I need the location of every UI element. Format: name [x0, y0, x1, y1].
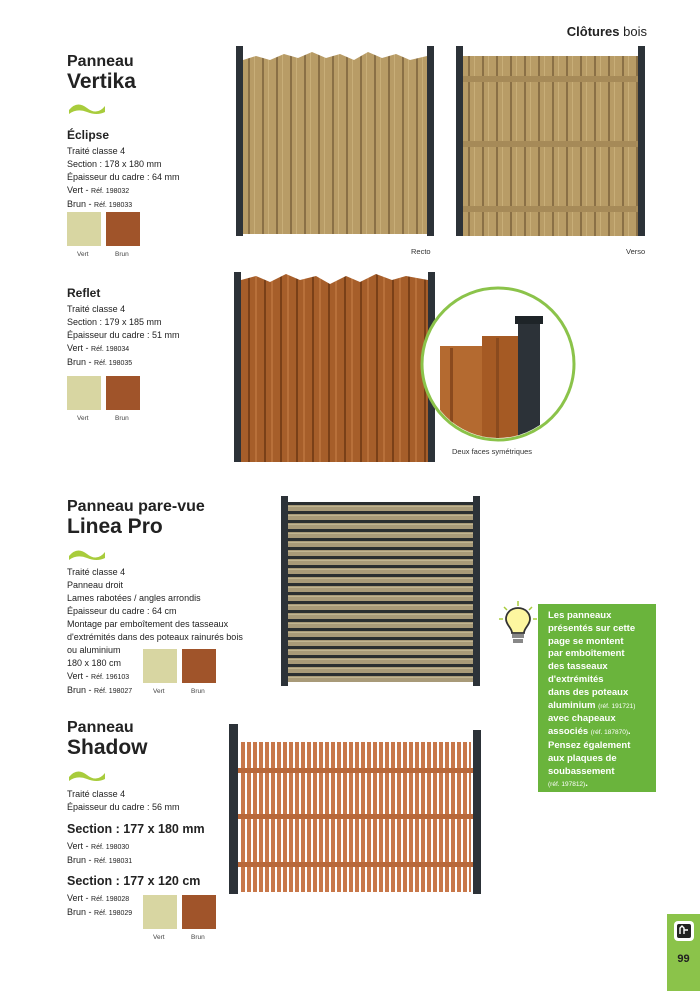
- reflet-image: [234, 270, 436, 464]
- caption-recto: Recto: [411, 247, 431, 256]
- shadow-size1-title: Section : 177 x 180 mm: [67, 822, 205, 836]
- wave-icon: [67, 767, 107, 783]
- shadow-size2-title: Section : 177 x 120 cm: [67, 874, 201, 888]
- swatch-vert: [67, 376, 101, 410]
- swatch-vert: [143, 649, 177, 683]
- wave-icon: [67, 100, 107, 116]
- swatch-label: Vert: [77, 415, 89, 422]
- swatch-brun: [182, 895, 216, 929]
- eclipse-recto-image: [236, 44, 434, 238]
- caption-symmetric: Deux faces symétriques: [452, 447, 533, 456]
- swatch-label: Brun: [191, 934, 205, 941]
- linea-image: [281, 496, 481, 688]
- swatch-label: Brun: [191, 688, 205, 695]
- linea-title: Linea Pro: [67, 515, 163, 538]
- linea-specs: Traité classe 4 Panneau droit Lames rabotées / angles arrondis Épaisseur du cadre : 64 cm Montage par emboîtement des tasseaux d'extrémités dans des poteaux rainurés bois ou aluminium 180 x 180 cm Vert - Réf. 196103 Brun - Réf. 198027: [67, 567, 243, 695]
- shadow-size1-refs: Vert - Réf. 198030 Brun - Réf. 198031: [67, 841, 133, 865]
- linea-title-line1: Panneau pare-vue: [67, 498, 205, 515]
- swatch-brun: [106, 212, 140, 246]
- swatch-label: Brun: [115, 415, 129, 422]
- vertika-title: Vertika: [67, 70, 136, 93]
- eclipse-title: Éclipse: [67, 128, 110, 142]
- swatch-vert: [143, 895, 177, 929]
- swatch-label: Brun: [115, 251, 129, 258]
- shadow-specs: Traité classe 4 Épaisseur du cadre : 56 mm: [67, 789, 180, 812]
- shadow-title: Shadow: [67, 736, 148, 759]
- caption-verso: Verso: [626, 247, 646, 256]
- section-header: Clôtures bois: [566, 24, 647, 39]
- swatch-brun: [182, 649, 216, 683]
- swatch-label: Vert: [77, 251, 89, 258]
- fence-category-icon: [673, 920, 695, 942]
- shadow-image: [229, 724, 483, 896]
- swatch-vert: [67, 212, 101, 246]
- page-number: 99: [677, 953, 690, 965]
- vertika-title-line1: Panneau: [67, 53, 134, 70]
- reflet-specs: Traité classe 4 Section : 179 x 185 mm Épaisseur du cadre : 51 mm Vert - Réf. 198034 Brun - Réf. 198035: [67, 304, 180, 367]
- swatch-brun: [106, 376, 140, 410]
- swatch-label: Vert: [153, 934, 165, 941]
- lightbulb-icon: [498, 600, 538, 646]
- wave-icon: [67, 546, 107, 562]
- swatch-label: Vert: [153, 688, 165, 695]
- reflet-detail-image: [420, 286, 576, 442]
- eclipse-specs: Traité classe 4 Section : 178 x 180 mm Épaisseur du cadre : 64 mm Vert - Réf. 198032 Brun - Réf. 198033: [67, 146, 180, 209]
- shadow-title-line1: Panneau: [67, 719, 134, 736]
- shadow-size2-refs: Vert - Réf. 198028 Brun - Réf. 198029: [67, 893, 133, 917]
- reflet-title: Reflet: [67, 286, 101, 300]
- info-box: Les panneaux présentés sur cette page se montent par emboîtement des tasseaux d'extrémités dans des poteaux aluminium (réf. 191721) avec chapeaux associés (réf. 187870). Pensez également aux plaques de soubassement (réf. 197812).: [538, 604, 656, 792]
- eclipse-verso-image: [456, 46, 646, 238]
